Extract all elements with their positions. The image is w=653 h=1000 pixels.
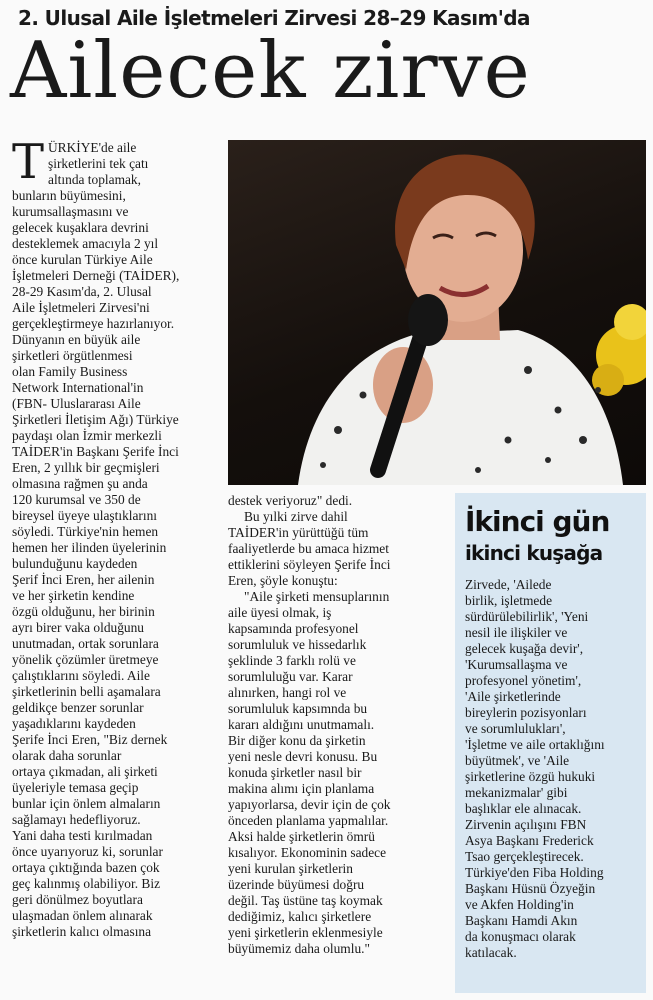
- text-line: gelecek kuşağa devir',: [465, 641, 584, 656]
- text-line: konuda şirketler nasıl bir: [228, 765, 362, 780]
- article-column-1: [12, 134, 220, 940]
- text-line: üyeleriyle temasa geçip: [12, 780, 139, 795]
- text-line: sağlamayı hedefliyoruz.: [12, 812, 141, 827]
- text-line: üzerinde büyümesi doğru: [228, 877, 365, 892]
- text-line: gerçekleştirmeye hazırlanıyor.: [12, 316, 175, 331]
- text-line: Şirketleri İletişim Ağı) Türkiye: [12, 412, 179, 427]
- text-line: İşletmeleri Derneği (TAİDER),: [12, 268, 180, 283]
- text-line: gelecek kuşaklara devrini: [12, 220, 149, 235]
- text-line: ÜRKİYE'de aile: [48, 140, 137, 155]
- text-line: ayrı birer vaka olduğunu: [12, 620, 145, 635]
- text-line: bunlar için önlem almaların: [12, 796, 161, 811]
- text-line: Dünyanın en büyük aile: [12, 332, 141, 347]
- text-line: bireylerin pozisyonları: [465, 705, 587, 720]
- text-line: Türkiye'den Fiba Holding: [465, 865, 604, 880]
- article-column-2: [228, 493, 443, 957]
- text-line: unutmadan, ortak sorunlara: [12, 636, 159, 651]
- text-line: değil. Taş üstüne taş koymak: [228, 893, 383, 908]
- text-line: şirketlerinin belli aşamalara: [12, 684, 161, 699]
- text-line: hemen her ilinden üyelerinin: [12, 540, 167, 555]
- text-line: mekanizmalar' gibi: [465, 785, 568, 800]
- text-line: kapsamında profesyonel: [228, 621, 359, 636]
- text-line: altında toplamak,: [48, 172, 141, 187]
- text-line: Zirvenin açılışını FBN: [465, 817, 587, 832]
- text-line: katılacak.: [465, 945, 517, 960]
- text-line: birlik, işletmede: [465, 593, 553, 608]
- text-line: olarak daha sorunlar: [12, 748, 122, 763]
- text-line: alınırken, hangi rol ve: [228, 685, 347, 700]
- text-line: Network International'in: [12, 380, 144, 395]
- text-line: şirketlerine özgü hukuki: [465, 769, 596, 784]
- text-line: ve Akfen Holding'in: [465, 897, 574, 912]
- text-line: Tsao gerçekleştirecek.: [465, 849, 584, 864]
- text-line: Aksi halde şirketlerin ömrü: [228, 829, 375, 844]
- text-line: Eren, 2 yıllık bir geçmişleri: [12, 460, 160, 475]
- text-line: yapıyorlarsa, devir için de çok: [228, 797, 391, 812]
- text-line: şirketlerin kalıcı olmasına: [12, 924, 152, 939]
- text-line: şirketlerini tek çatı: [48, 156, 149, 171]
- text-line: başlıklar ele alınacak.: [465, 801, 582, 816]
- text-line: makina alımı için planlama: [228, 781, 375, 796]
- text-line: sürdürülebilirlik', 'Yeni: [465, 609, 589, 624]
- text-line: ortaya çıkmadan, ali şirketi: [12, 764, 158, 779]
- text-line: 120 kurumsal ve 350 de: [12, 492, 141, 507]
- drop-cap: T: [12, 134, 45, 190]
- text-line: Başkanı Hamdi Akın: [465, 913, 578, 928]
- kicker-headline: 2. Ulusal Aile İşletmeleri Zirvesi 28–29 Kasım'da: [18, 6, 530, 30]
- text-line: faaliyetlerde bu amaca hizmet: [228, 541, 389, 556]
- text-line: önceden planlama yapmalılar.: [228, 813, 389, 828]
- text-line: "Aile şirketi mensuplarının: [244, 589, 390, 604]
- text-line: Aile İşletmeleri Zirvesi'ni: [12, 300, 150, 315]
- text-line: paydaşı olan İzmir merkezli: [12, 428, 162, 443]
- text-line: Şerife İnci Eren, "Biz dernek: [12, 732, 168, 747]
- text-line: önce kurulan Türkiye Aile: [12, 252, 153, 267]
- text-line: 'Kurumsallaşma ve: [465, 657, 568, 672]
- text-line: önce uyarıyoruz ki, sorunlar: [12, 844, 163, 859]
- text-line: dediğimiz, kalıcı şirketlere: [228, 909, 372, 924]
- text-line: sorumluluk ve hissedarlık: [228, 637, 367, 652]
- text-line: söyledi. Türkiye'nin hemen: [12, 524, 159, 539]
- text-line: 'İşletme ve aile ortaklığını: [465, 737, 605, 752]
- woman-with-microphone-illustration: [228, 140, 646, 485]
- text-line: yönelik çözümler üretmeye: [12, 652, 159, 667]
- sidebar-subtitle: ikinci kuşağa: [465, 541, 603, 565]
- text-line: çalıştıklarını söyledi. Aile: [12, 668, 150, 683]
- text-line: bunların büyümesini,: [12, 188, 126, 203]
- text-line: geri dönülmez boyutlara: [12, 892, 143, 907]
- text-line: büyümemiz daha olumlu.": [228, 941, 370, 956]
- text-line: şirketleri örgütlenmesi: [12, 348, 133, 363]
- text-line: geldikçe benzer sorunlar: [12, 700, 144, 715]
- text-line: ettiklerini söyleyen Şerife İnci: [228, 557, 391, 572]
- text-line: profesyonel yönetim',: [465, 673, 582, 688]
- main-headline: Ailecek zirve: [10, 26, 531, 116]
- text-line: destek veriyoruz" dedi.: [228, 493, 353, 508]
- text-line: (FBN- Uluslararası Aile: [12, 396, 141, 411]
- text-line: kararı aldığını unutmamalı.: [228, 717, 375, 732]
- text-line: olan Family Business: [12, 364, 128, 379]
- text-line: Bir diğer konu da şirketin: [228, 733, 366, 748]
- text-line: Bu yılki zirve dahil: [244, 509, 348, 524]
- sidebar-body: [465, 577, 645, 961]
- text-line: olmasına rağmen şu anda: [12, 476, 148, 491]
- text-line: aile üyesi olmak, iş: [228, 605, 332, 620]
- text-line: ulaşmadan önlem alınarak: [12, 908, 153, 923]
- text-line: yaşadıklarını kaydeden: [12, 716, 136, 731]
- text-line: 28-29 Kasım'da, 2. Ulusal: [12, 284, 152, 299]
- text-line: Yani daha testi kırılmadan: [12, 828, 153, 843]
- speaker-photo: [228, 140, 646, 485]
- text-line: kısalıyor. Ekonominin sadece: [228, 845, 387, 860]
- text-line: büyütmek', ve 'Aile: [465, 753, 570, 768]
- text-line: sorumluluğu var. Karar: [228, 669, 353, 684]
- sidebar-box: [455, 493, 646, 993]
- text-line: Zirvede, 'Ailede: [465, 577, 552, 592]
- text-line: şeklinde 3 farklı rolü ve: [228, 653, 356, 668]
- text-line: ortaya çıktığında bazen çok: [12, 860, 160, 875]
- text-line: sorumluluk kapsımnda bu: [228, 701, 368, 716]
- text-line: yeni şirketlerin eklenmesiyle: [228, 925, 383, 940]
- text-line: yeni kurulan şirketlerin: [228, 861, 353, 876]
- text-line: nesil ile ilişkiler ve: [465, 625, 568, 640]
- text-line: da konuşmacı olarak: [465, 929, 576, 944]
- text-line: bulunduğunu kaydeden: [12, 556, 138, 571]
- sidebar-title: İkinci gün: [465, 505, 610, 538]
- text-line: TAİDER'in yürüttüğü tüm: [228, 525, 369, 540]
- text-line: ve sorumlulukları',: [465, 721, 566, 736]
- text-line: Eren, şöyle konuştu:: [228, 573, 338, 588]
- text-line: 'Aile şirketlerinde: [465, 689, 561, 704]
- text-line: kurumsallaşmasını ve: [12, 204, 129, 219]
- text-line: TAİDER'in Başkanı Şerife İnci: [12, 444, 179, 459]
- text-line: desteklemek amacıyla 2 yıl: [12, 236, 159, 251]
- text-line: Şerif İnci Eren, her ailenin: [12, 572, 155, 587]
- text-line: özgü olduğunu, her birinin: [12, 604, 155, 619]
- text-line: yeni nesle devri konusu. Bu: [228, 749, 378, 764]
- text-line: Asya Başkanı Frederick: [465, 833, 594, 848]
- text-line: geç kalınmış olabiliyor. Biz: [12, 876, 161, 891]
- text-line: Başkanı Hüsnü Özyeğin: [465, 881, 596, 896]
- text-line: bireysel üyeye ulaştıklarını: [12, 508, 158, 523]
- text-line: ve her şirketin kendine: [12, 588, 135, 603]
